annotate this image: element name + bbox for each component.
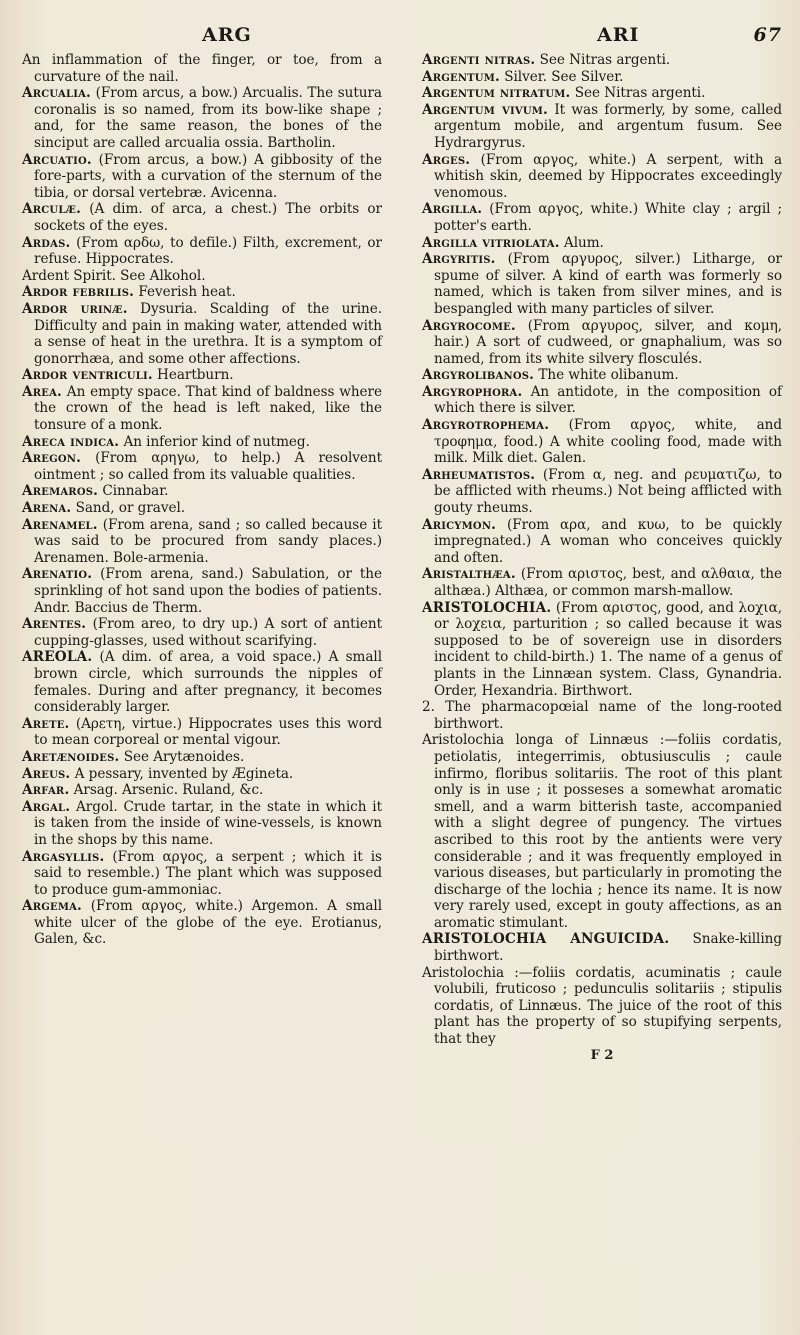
entry-headword: Arheumatistos. <box>422 466 536 483</box>
entry-headword: Argenti nitras. <box>422 52 536 68</box>
dictionary-entry <box>422 931 782 964</box>
dictionary-entry <box>422 600 782 700</box>
entry-headword: Aristalthæa. <box>422 566 516 583</box>
dictionary-entry <box>22 384 382 434</box>
entry-definition: (From αργος, white.) A serpent, with a whitish skin, deemed by Hippocrates exceedingly venomous. <box>434 151 782 201</box>
dictionary-entry <box>22 799 382 849</box>
entry-definition: See Arytænoides. <box>123 748 245 765</box>
entry-definition: Alum. <box>563 234 604 251</box>
entry-headword: Ardor urinæ. <box>22 300 128 317</box>
printer-signature: F 2 <box>590 1047 614 1063</box>
running-header <box>22 12 782 52</box>
entry-headword: Argyrotrophema. <box>422 417 550 434</box>
entry-headword: Ardor ventriculi. <box>22 367 153 384</box>
dictionary-entry <box>422 318 782 368</box>
entry-headword: Argyrophora. <box>422 383 523 400</box>
dictionary-entry <box>422 235 782 252</box>
dictionary-entry <box>422 699 782 732</box>
dictionary-entry <box>422 965 782 1048</box>
entry-headword: Argentum. <box>422 68 500 85</box>
dictionary-entry <box>22 201 382 234</box>
two-column-body <box>22 52 782 1063</box>
dictionary-entry <box>22 766 382 783</box>
entry-definition: Arsag. Arsenic. Ruland, &c. <box>73 782 264 799</box>
entry-definition: The white olibanum. <box>538 367 679 384</box>
entry-definition: (From arena, sand ; so called because it was said to be procured from sandy places.) Arenamen. Bole-armenia. <box>34 516 382 566</box>
dictionary-entry <box>22 616 382 649</box>
dictionary-entry <box>22 85 382 151</box>
entry-definition: (From αργυρος, silver, and κομη, hair.) A sort of cudweed, or gnaphalium, was so named, from its white silvery flosculés. <box>434 317 782 367</box>
page-number: 67 <box>753 24 782 46</box>
dictionary-entry <box>422 517 782 567</box>
entry-headword: Argasyllis. <box>22 848 105 865</box>
entry-headword: Arculæ. <box>22 201 82 218</box>
entry-headword: Area. <box>22 383 62 400</box>
entry-definition: (From arena, sand.) Sabulation, or the sprinkling of hot sand upon the bodies of patients. Andr. Baccius de Therm. <box>34 566 382 616</box>
entry-headword: ARISTOLOCHIA ANGUICIDA. <box>422 931 670 948</box>
entry-headword: Argyritis. <box>422 251 496 268</box>
dictionary-entry <box>22 898 382 948</box>
entry-headword: Argentum nitratum. <box>422 85 571 102</box>
entry-headword: Aregon. <box>22 450 82 467</box>
entry-definition: (From αργος, a serpent ; which it is said to resemble.) The plant which was supposed to produce gum-ammoniac. <box>34 848 382 898</box>
entry-headword: Arena. <box>22 500 72 517</box>
entry-headword: Areus. <box>22 765 71 782</box>
entry-definition: (From αργυρος, silver.) Litharge, or spume of silver. A kind of earth was formerly so named, which is taken from silver mines, and is bespangled with many particles of silver. <box>434 251 782 317</box>
entry-headword: AREOLA. <box>22 649 93 666</box>
entry-definition: Argol. Crude tartar, in the state in which it is taken from the inside of wine-vessels, is known in the shops by this name. <box>34 798 382 848</box>
entry-headword: Ardas. <box>22 234 71 251</box>
entry-headword: Areca indica. <box>22 433 120 450</box>
entry-headword: Arcualia. <box>22 85 91 102</box>
entry-definition: (From areo, to dry up.) A sort of antient cupping-glasses, used without scarifying. <box>34 616 382 649</box>
entry-definition: (A dim. of arca, a chest.) The orbits or sockets of the eyes. <box>34 201 382 234</box>
dictionary-entry <box>22 152 382 202</box>
entry-definition: It was formerly, by some, called argentum mobile, and argentum fusum. See Hydrargyrus. <box>434 101 783 151</box>
entry-definition: An inferior kind of nutmeg. <box>123 433 310 450</box>
dictionary-entry <box>22 649 382 715</box>
entry-headword: Argilla. <box>422 201 483 218</box>
dictionary-entry <box>422 251 782 317</box>
entry-definition: (From arcus, a bow.) Arcualis. The sutura coronalis is so named, from its bow-like shape ; and, for the same reason, the bones of the sinciput are called arcualia ossia. Bartholin. <box>34 85 382 151</box>
entry-headword: Argal. <box>22 798 71 815</box>
entry-definition: Aristolochia :—foliis cordatis, acuminatis ; caule volubili, fruticoso ; pedunculis solitariis ; stipulis cordatis, of Linnæus. The juice of the root of this plant has the property of so stupifying serpents, that they <box>422 964 782 1048</box>
dictionary-entry <box>22 268 382 285</box>
entry-headword: Arcuatio. <box>22 151 92 168</box>
dictionary-entry <box>22 716 382 749</box>
entry-definition: (From αρηγω, to help.) A resolvent ointment ; so called from its valuable qualities. <box>34 450 382 483</box>
dictionary-entry <box>422 52 782 69</box>
dictionary-entry <box>22 782 382 799</box>
dictionary-entry <box>422 367 782 384</box>
entry-definition: A pessary, invented by Ægineta. <box>74 765 294 782</box>
dictionary-entry <box>422 152 782 202</box>
dictionary-entry <box>422 384 782 417</box>
dictionary-entry <box>22 517 382 567</box>
dictionary-entry <box>22 301 382 367</box>
entry-headword: Arfar. <box>22 782 70 799</box>
right-column <box>422 52 782 1063</box>
entry-headword: Arges. <box>422 151 471 168</box>
entry-headword: Aretænoides. <box>22 748 120 765</box>
entry-headword: Arete. <box>22 715 70 732</box>
entry-definition: An antidote, in the composition of which there is silver. <box>434 383 782 417</box>
dictionary-entry <box>422 201 782 234</box>
header-right-guide-word: ARI <box>597 24 640 46</box>
dictionary-entry <box>22 566 382 616</box>
entry-definition: (From αριστος, good, and λοχια, or λοχεια, parturition ; so called because it was supposed to be of sovereign use in disorders incident to child-birth.) 1. The name of a genus of plants in the Linnæan system. Class, Gynandria. Order, Hexandria. Birthwort. <box>434 599 782 699</box>
header-left-guide-word: ARG <box>202 24 252 46</box>
entry-headword: Ardor febrilis. <box>22 284 135 301</box>
dictionary-entry <box>22 849 382 899</box>
dictionary-entry <box>22 284 382 301</box>
entry-definition: (From arcus, a bow.) A gibbosity of the fore-parts, with a curvation of the sternum of the tibia, or dorsal vertebræ. Avicenna. <box>34 151 382 201</box>
entry-headword: Argyrolibanos. <box>422 367 535 384</box>
dictionary-entry <box>22 434 382 451</box>
dictionary-entry <box>422 566 782 599</box>
entry-headword: ARISTOLOCHIA. <box>422 599 552 616</box>
dictionary-entry <box>22 52 382 85</box>
entry-headword: Argentum vivum. <box>422 101 548 118</box>
left-column <box>22 52 382 1063</box>
entry-definition: See Nitras argenti. <box>539 52 671 68</box>
entry-definition: (From αργος, white.) White clay ; argil ; potter's earth. <box>434 201 782 234</box>
entry-definition: Ardent Spirit. See Alkohol. <box>22 267 206 284</box>
entry-definition: (A dim. of area, a void space.) A small brown circle, which surrounds the nipples of females. During and after pregnancy, it becomes considerably larger. <box>34 649 382 716</box>
entry-definition: (From α, neg. and ρευματιζω, to be afflicted with rheums.) Not being afflicted with gouty rheums. <box>434 466 782 517</box>
dictionary-entry <box>422 85 782 102</box>
entry-definition: Silver. See Silver. <box>504 68 624 85</box>
dictionary-entry <box>22 749 382 766</box>
entry-definition: Cinnabar. <box>102 483 169 500</box>
entry-definition: (From αρα, and κυω, to be quickly impregnated.) A woman who conceives quickly and often. <box>434 516 783 566</box>
dictionary-entry <box>422 69 782 86</box>
entry-definition: (Αρετη, virtue.) Hippocrates uses this word to mean corporeal or mental vigour. <box>34 715 382 749</box>
entry-headword: Arenamel. <box>22 516 98 533</box>
entry-definition: (From αρδω, to defile.) Filth, excrement, or refuse. Hippocrates. <box>34 234 382 268</box>
entry-definition: Heartburn. <box>157 367 234 384</box>
dictionary-entry <box>22 367 382 384</box>
entry-headword: Aremaros. <box>22 483 99 500</box>
dictionary-entry <box>422 467 782 517</box>
entry-definition: 2. The pharmacopœial name of the long-rooted birthwort. <box>422 699 782 732</box>
dictionary-entry <box>22 235 382 268</box>
entry-definition: Feverish heat. <box>138 284 236 301</box>
entry-definition: Sand, or gravel. <box>75 500 186 517</box>
entry-headword: Argema. <box>22 898 82 915</box>
dictionary-entry <box>422 732 782 931</box>
dictionary-entry <box>22 500 382 517</box>
entry-definition: (From αργος, white.) Argemon. A small white ulcer of the globe of the eye. Erotianus, Galen, &c. <box>34 898 383 948</box>
entry-headword: Argyrocome. <box>422 317 516 334</box>
entry-headword: Argilla vitriolata. <box>422 234 560 251</box>
entry-headword: Arentes. <box>22 616 87 633</box>
dictionary-entry <box>422 417 782 467</box>
entry-definition: An inflammation of the finger, or toe, from a curvature of the nail. <box>22 52 382 85</box>
entry-definition: Dysuria. Scalding of the urine. Difficulty and pain in making water, attended with a sense of heat in the urethra. It is a symptom of gonorrhæa, and some other affections. <box>34 300 382 367</box>
dictionary-entry <box>22 483 382 500</box>
dictionary-entry <box>22 450 382 483</box>
entry-definition: An empty space. That kind of baldness where the crown of the head is left naked, like the tonsure of a monk. <box>34 383 382 434</box>
dictionary-entry <box>422 102 782 152</box>
entry-headword: Arenatio. <box>22 566 93 583</box>
entry-definition: (From αριστος, best, and αλθαια, the althæa.) Althæa, or common marsh-mallow. <box>434 566 782 599</box>
entry-definition: Aristolochia longa of Linnæus :—foliis cordatis, petiolatis, integerrimis, obtusiusculis ; caule infirmo, floribus solitariis. The root of this plant only is in use ; it posseses a somewhat aromatic smell, and a warm bitterish taste, accompanied with a slight degree of pungency. The virtues ascribed to this root by the antients were very considerable ; and it was frequently employed in various diseases, but particularly in promoting the discharge of the lochia ; hence its name. It is now very rarely used, except in gouty affections, as an aromatic stimulant. <box>422 732 782 931</box>
entry-definition: (From αργος, white, and τροφημα, food.) A white cooling food, made with milk. Milk diet. Galen. <box>434 417 782 467</box>
entry-definition: See Nitras argenti. <box>574 85 706 102</box>
entry-headword: Aricymon. <box>422 516 497 533</box>
entry-definition: Snake-killing birthwort. <box>434 931 782 965</box>
